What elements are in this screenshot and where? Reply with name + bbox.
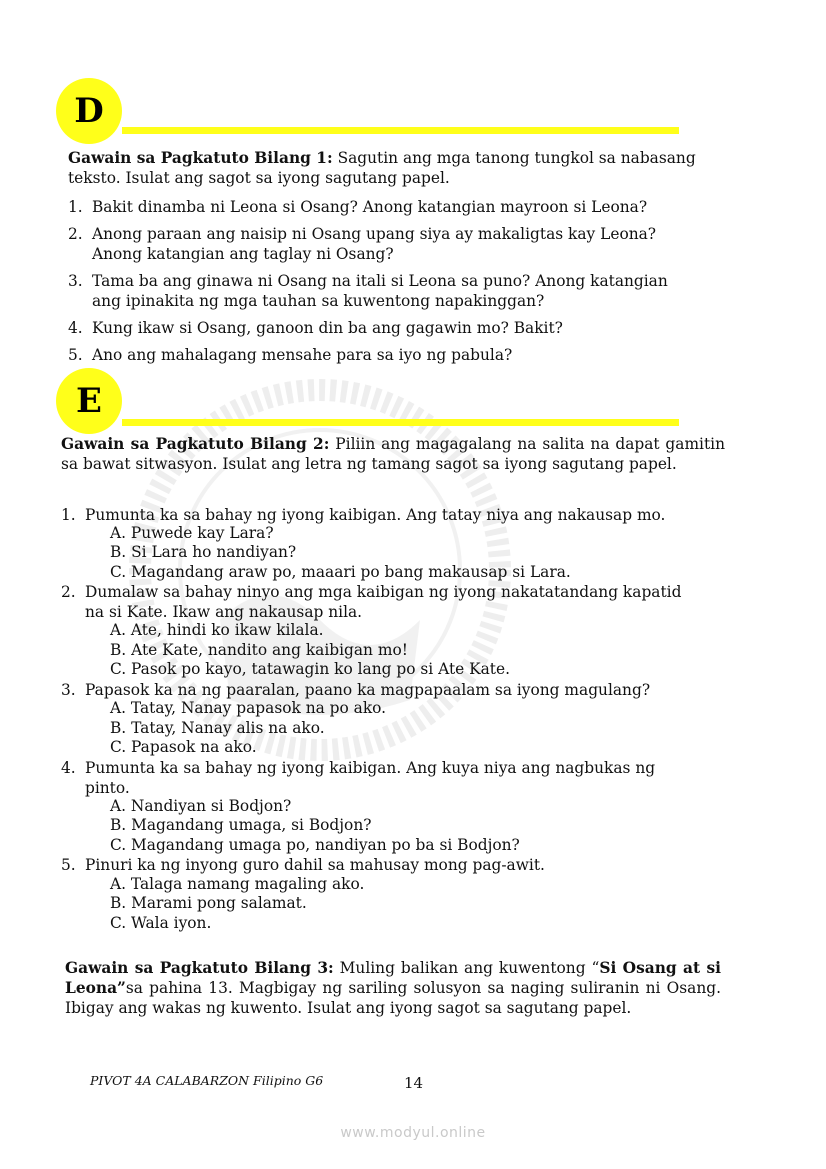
activity-1-text: Sagutin ang mga tanong tungkol sa nabasang teksto. Isulat ang sagot sa iyong sagutang papel.: [68, 149, 696, 187]
item-1: [61, 505, 731, 525]
question-5: [68, 345, 728, 365]
item-5-option-c: C. Wala iyon.: [110, 914, 212, 932]
item-number: 5.: [61, 856, 76, 874]
question-number: 2.: [68, 225, 83, 243]
website-watermark: www.modyul.online: [340, 1125, 486, 1141]
section-d-letter: D: [74, 91, 104, 131]
item-2-option-c: C. Pasok po kayo, tatawagin ko lang po si Ate Kate.: [110, 660, 510, 678]
item-1-option-c: C. Magandang araw po, maaari po bang makausap si Lara.: [110, 563, 571, 581]
item-4: [61, 758, 724, 797]
activity-2-instructions: [61, 434, 725, 474]
activity-3-text-a: Muling balikan ang kuwentong “: [333, 959, 600, 977]
item-text: Papasok ka na ng paaralan, paano ka magpapaalam sa iyong magulang?: [85, 681, 651, 699]
question-2: [68, 224, 728, 263]
item-2-option-a: A. Ate, hindi ko ikaw kilala.: [110, 621, 324, 639]
item-number: 4.: [61, 759, 76, 777]
item-number: 2.: [61, 583, 76, 601]
section-d-rule: [122, 127, 679, 134]
section-d-badge: [56, 78, 122, 144]
question-text: Kung ikaw si Osang, ganoon din ba ang gagawin mo? Bakit?: [92, 319, 563, 337]
item-5: [61, 855, 731, 875]
question-number: 3.: [68, 272, 83, 290]
question-text-cont: ang ipinakita ng mga tauhan sa kuwentong napakinggan?: [92, 292, 545, 310]
item-text: Pinuri ka ng inyong guro dahil sa mahusay mong pag-awit.: [85, 856, 545, 874]
item-4-option-b: B. Magandang umaga, si Bodjon?: [110, 816, 372, 834]
question-3: [68, 271, 728, 310]
story-title: Si Osang at si Leona”: [65, 959, 722, 997]
footer-course-label: PIVOT 4A CALABARZON Filipino G6: [90, 1073, 324, 1088]
item-text: Pumunta ka sa bahay ng iyong kaibigan. Ang kuya niya ang nagbukas ng: [85, 759, 656, 777]
activity-2-text: Piliin ang magagalang na salita na dapat gamitin sa bawat sitwasyon. Isulat ang letra ng tamang sagot sa iyong sagutang papel.: [61, 435, 725, 473]
item-text-cont: na si Kate. Ikaw ang nakausap nila.: [85, 602, 363, 621]
item-3-option-c: C. Papasok na ako.: [110, 738, 257, 756]
activity-1-title: Gawain sa Pagkatuto Bilang 1:: [68, 149, 333, 167]
question-text: Anong paraan ang naisip ni Osang upang siya ay makaligtas kay Leona?: [92, 225, 657, 243]
activity-3-text-b: sa pahina 13. Magbigay ng sariling solusyon sa naging suliranin ni Osang. Ibigay ang wakas ng kuwento. Isulat ang iyong sagot sa sagutang papel.: [65, 979, 721, 1017]
question-1: [68, 197, 728, 217]
item-3-option-b: B. Tatay, Nanay alis na ako.: [110, 719, 325, 737]
item-number: 1.: [61, 506, 76, 524]
question-text: Tama ba ang ginawa ni Osang na itali si Leona sa puno? Anong katangian: [92, 272, 668, 290]
item-text: Dumalaw sa bahay ninyo ang mga kaibigan ng iyong nakatatandang kapatid: [85, 583, 682, 601]
item-text-cont: pinto.: [85, 778, 130, 797]
item-3: [61, 680, 731, 700]
activity-3-title: Gawain sa Pagkatuto Bilang 3:: [65, 959, 334, 977]
item-3-option-a: A. Tatay, Nanay papasok na po ako.: [110, 699, 387, 717]
question-number: 4.: [68, 319, 83, 337]
section-e-badge: [56, 368, 122, 434]
question-4: [68, 318, 728, 338]
item-5-option-b: B. Marami pong salamat.: [110, 894, 307, 912]
item-1-option-a: A. Puwede kay Lara?: [110, 524, 274, 542]
question-number: 1.: [68, 198, 83, 216]
activity-1-instructions: [68, 148, 722, 188]
question-text: Ano ang mahalagang mensahe para sa iyo ng pabula?: [92, 346, 513, 364]
activity-3-instructions: [65, 958, 721, 1018]
question-text: Bakit dinamba ni Leona si Osang? Anong katangian mayroon si Leona?: [92, 198, 648, 216]
item-number: 3.: [61, 681, 76, 699]
item-4-option-a: A. Nandiyan si Bodjon?: [110, 797, 292, 815]
question-text-cont: Anong katangian ang taglay ni Osang?: [92, 245, 394, 263]
page-number: 14: [404, 1074, 424, 1092]
item-2-option-b: B. Ate Kate, nandito ang kaibigan mo!: [110, 641, 408, 659]
item-4-option-c: C. Magandang umaga po, nandiyan po ba si Bodjon?: [110, 836, 520, 854]
item-5-option-a: A. Talaga namang magaling ako.: [110, 875, 365, 893]
question-number: 5.: [68, 346, 83, 364]
item-text: Pumunta ka sa bahay ng iyong kaibigan. Ang tatay niya ang nakausap mo.: [85, 506, 666, 524]
section-e-letter: E: [76, 381, 102, 421]
item-2: [61, 582, 731, 621]
activity-2-title: Gawain sa Pagkatuto Bilang 2:: [61, 435, 330, 453]
item-1-option-b: B. Si Lara ho nandiyan?: [110, 543, 297, 561]
section-e-rule: [122, 419, 679, 426]
